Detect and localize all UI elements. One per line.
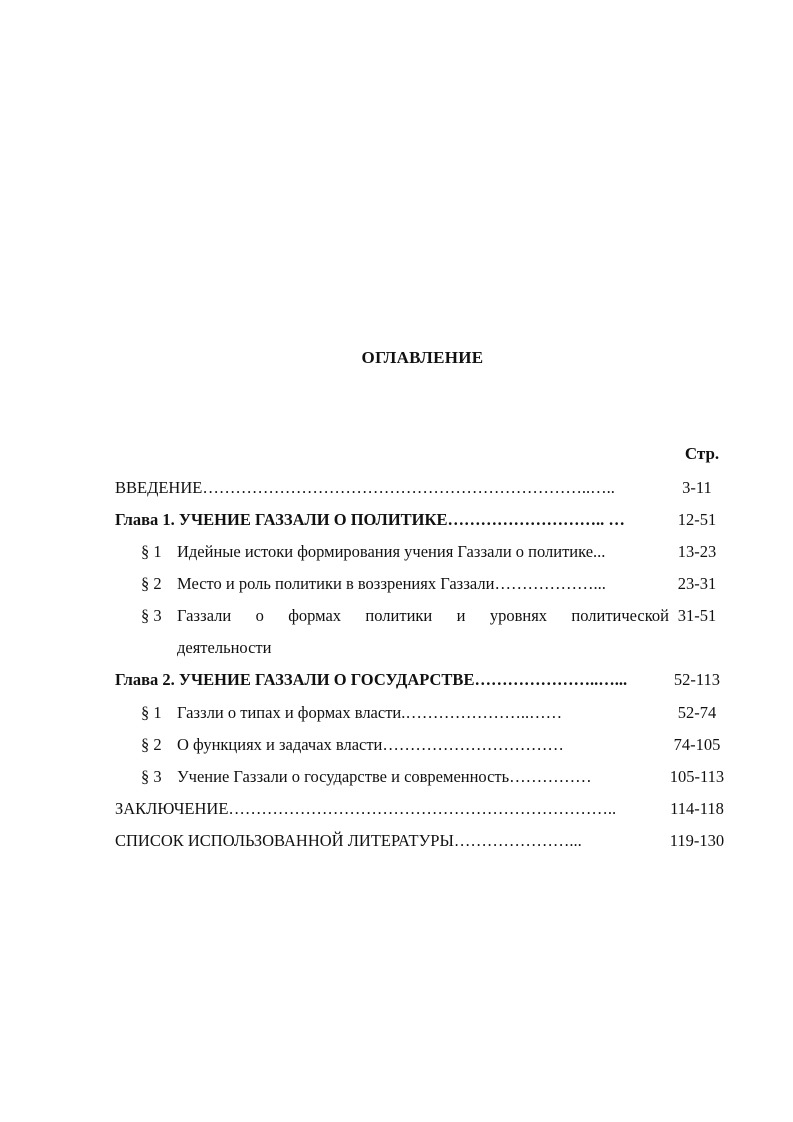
toc-entry-text: Глава 2. УЧЕНИЕ ГАЗЗАЛИ О ГОСУДАРСТВЕ…………………..…...: [115, 670, 628, 689]
toc-entry-text: ВВЕДЕНИЕ……………………………………………………………..…..: [115, 478, 615, 497]
toc-section-number: § 3: [141, 606, 162, 625]
toc-entry-text: Газзли о типах и формах власти.…………………..……: [177, 703, 563, 722]
toc-entry-text: ЗАКЛЮЧЕНИЕ……………………………………………………………..: [115, 799, 617, 818]
toc-entry-text: СПИСОК ИСПОЛЬЗОВАННОЙ ЛИТЕРАТУРЫ…………………...: [115, 831, 582, 850]
toc-entry-text: Место и роль политики в воззрениях Газзали………………...: [177, 574, 606, 593]
toc-title: ОГЛАВЛЕНИЕ: [361, 348, 484, 367]
toc-entry-pages: 12-51: [677, 510, 717, 529]
toc-entry-text: Учение Газзали о государстве и современность……………: [177, 767, 592, 786]
page-column-header: Стр.: [684, 444, 720, 463]
toc-entry-pages: 13-23: [677, 542, 717, 561]
toc-entry-pages: 74-105: [673, 735, 721, 754]
toc-section-number: § 2: [141, 574, 162, 593]
toc-entry-text: Газзали о формах политики и уровнях политической: [177, 606, 669, 625]
toc-entry-pages: 105-113: [669, 767, 725, 786]
toc-entry-pages: 52-113: [673, 670, 721, 689]
toc-section-number: § 1: [141, 542, 162, 561]
toc-entry-text-continuation: деятельности: [177, 638, 272, 657]
toc-entry-text: Глава 1. УЧЕНИЕ ГАЗЗАЛИ О ПОЛИТИКЕ……………………….. …: [115, 510, 625, 529]
toc-entry-pages: 52-74: [677, 703, 717, 722]
toc-entry-pages: 114-118: [670, 799, 724, 818]
toc-section-number: § 2: [141, 735, 162, 754]
toc-section-number: § 3: [141, 767, 162, 786]
toc-entry-pages: 119-130: [669, 831, 725, 850]
toc-entry-text: Идейные истоки формирования учения Газзали о политике...: [177, 542, 606, 561]
toc-section-number: § 1: [141, 703, 162, 722]
toc-entry-pages: 31-51: [677, 606, 717, 625]
toc-entry-pages: 23-31: [677, 574, 717, 593]
toc-entry-pages: 3-11: [682, 478, 712, 497]
toc-entry-text: О функциях и задачах власти……………………………: [177, 735, 564, 754]
